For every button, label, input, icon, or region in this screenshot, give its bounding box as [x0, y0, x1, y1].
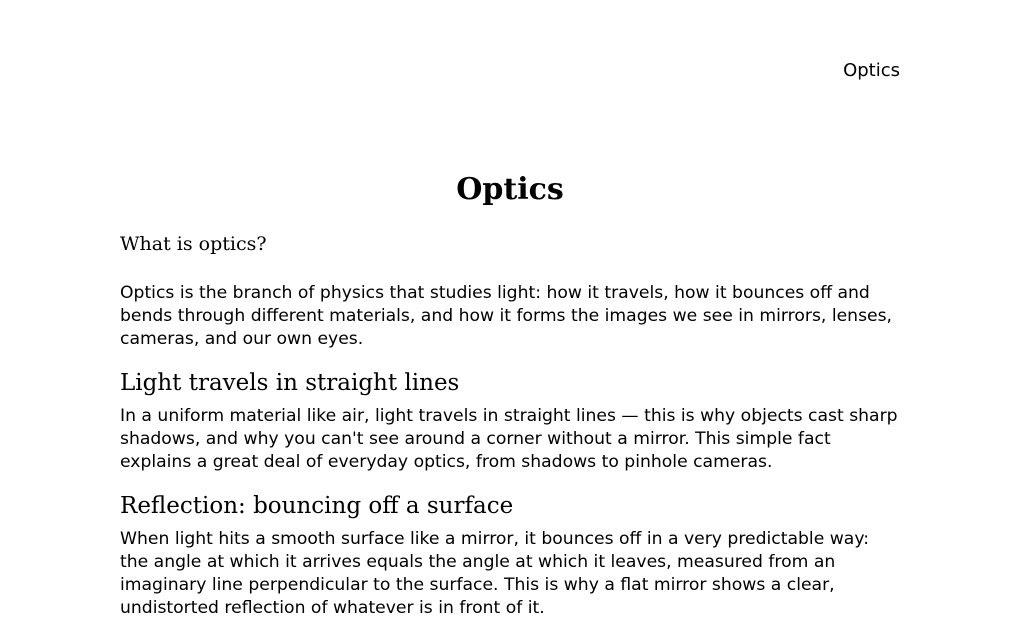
intro-question: What is optics?	[120, 233, 267, 255]
section-heading-reflection: Reflection: bouncing off a surface	[120, 493, 514, 519]
page-title: Optics	[456, 172, 564, 207]
section-body-straight-lines: In a uniform material like air, light travels in straight lines — this is why objects cast sharp shadows, and why you can't see around a corner without a mirror. This simple fact explains a great deal of everyday optics, from shadows to pinhole cameras.	[120, 406, 898, 472]
section-heading-straight-lines: Light travels in straight lines	[120, 370, 460, 396]
running-header: Optics	[843, 60, 900, 81]
section-body-reflection: When light hits a smooth surface like a mirror, it bounces off in a very predictable way: the angle at which it arrives equals the angle at which it leaves, measured from an imaginary line perpendicular to the surface. This is why a flat mirror shows a clear, undistorted reflection of whatever is in front of it.	[120, 529, 870, 618]
intro-paragraph: Optics is the branch of physics that studies light: how it travels, how it bounces off and bends through different materials, and how it forms the images we see in mirrors, lenses, cameras, and our own eyes.	[120, 283, 893, 349]
document-body	[120, 170, 900, 636]
